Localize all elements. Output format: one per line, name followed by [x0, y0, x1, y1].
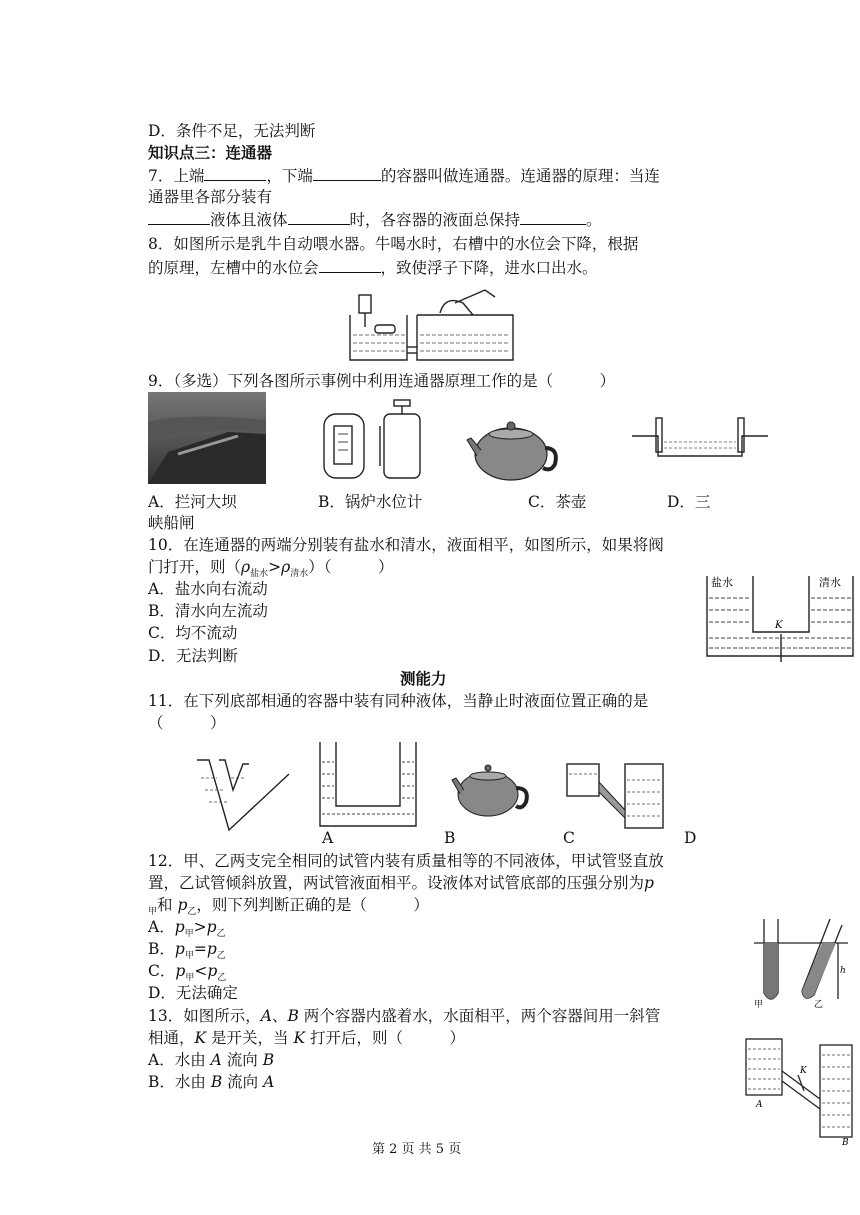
- q11-figure-b-u-tube: [318, 740, 418, 830]
- q11-figure-c-teapot: [450, 748, 534, 820]
- question-13-line-2: 相通，K 是开关，当 K 打开后，则（ ）: [148, 1029, 465, 1047]
- q13-option-a: A．水由 A 流向 B: [148, 1051, 275, 1069]
- section-title-ability: 测能力: [400, 670, 447, 688]
- label-jia: 甲: [754, 1000, 764, 1010]
- label-valve-k: K: [775, 620, 783, 631]
- q12-option-d: D．无法确定: [148, 984, 238, 1002]
- q10-option-c: C．均不流动: [148, 624, 238, 642]
- q9-option-b: B．锅炉水位计: [318, 493, 423, 511]
- q10-option-d: D．无法判断: [148, 647, 238, 665]
- label-b: B: [842, 1138, 849, 1147]
- label-k: K: [800, 1066, 807, 1076]
- question-7-line-1: 7．上端 ，下端 的容器叫做连通器。连通器的原理：当连: [148, 167, 660, 185]
- label-h: h: [840, 966, 846, 976]
- boiler-gauge-figure: [318, 396, 434, 484]
- question-9: 9．（多选）下列各图所示事例中利用连通器原理工作的是（ ）: [148, 372, 616, 390]
- q11-figure-a-tilted: [195, 750, 295, 834]
- question-13-line-1: 13．如图所示，A、B 两个容器内盛着水，水面相平，两个容器间用一斜管: [148, 1007, 661, 1025]
- q11-label-a: A: [322, 829, 334, 847]
- option-d-previous: D．条件不足，无法判断: [148, 122, 316, 140]
- teapot-figure: [465, 398, 561, 484]
- ship-lock-figure: [630, 412, 770, 464]
- label-freshwater: 清水: [819, 576, 841, 589]
- q10-option-a: A．盐水向右流动: [148, 580, 268, 598]
- q9-option-d-cont: 峡船闸: [148, 514, 195, 532]
- saltwater-connector-figure: [703, 572, 858, 664]
- test-tubes-figure: [752, 915, 856, 1011]
- q13-option-b: B．水由 B 流向 A: [148, 1073, 275, 1091]
- question-10-line-2: 门打开，则$(\rho_{盐水}>\rho_{清水})$（ ）: [148, 558, 394, 580]
- page-footer: 第 2 页 共 5 页: [372, 1142, 462, 1157]
- q12-option-c: C．$p_甲<p_乙$: [148, 962, 227, 984]
- question-8-line-2: 的原理，左槽中的水位会 ，致使浮子下降，进水口出水。: [148, 259, 598, 277]
- label-a: A: [756, 1100, 763, 1110]
- question-12-line-2: 置，乙试管倾斜放置，两试管液面相平。设液体对试管底部的压强分别为p: [148, 874, 654, 892]
- question-11-line-1: 11．在下列底部相通的容器中装有同种液体，当静止时液面位置正确的是: [148, 692, 649, 710]
- q9-option-a: A．拦河大坝: [148, 493, 237, 511]
- q10-option-b: B．清水向左流动: [148, 602, 268, 620]
- label-saltwater: 盐水: [711, 576, 733, 589]
- q9-option-c: C．茶壶: [528, 493, 587, 511]
- question-7-line-3: 液体且液体 时，各容器的液面总保持 。: [148, 209, 602, 230]
- question-11-line-2: （ ）: [148, 714, 226, 732]
- q12-option-a: A．$p_甲>p_乙$: [148, 918, 226, 940]
- q12-option-b: B．$p_甲=p_乙$: [148, 940, 226, 962]
- question-10-line-1: 10．在连通器的两端分别装有盐水和清水，液面相平，如图所示，如果将阀: [148, 536, 664, 554]
- cow-feeder-figure: [345, 285, 517, 367]
- q11-label-c: C: [563, 829, 575, 847]
- two-containers-figure: [742, 1035, 856, 1147]
- question-8-line-1: 8．如图所示是乳牛自动喂水器。牛喝水时，右槽中的水位会下降，根据: [148, 235, 639, 253]
- q11-figure-d-tilted-tube: [563, 752, 667, 830]
- dam-photo-figure: [148, 392, 266, 484]
- question-7-line-2: 通器里各部分装有: [148, 188, 273, 206]
- question-12-line-3: $_甲$和 $p_乙$，则下列判断正确的是（ ）: [148, 896, 429, 918]
- label-yi: 乙: [814, 1000, 824, 1010]
- q11-label-b: B: [444, 829, 456, 847]
- q9-option-d: D．三: [667, 493, 711, 511]
- section-heading-knowledge-3: 知识点三：连通器: [148, 144, 273, 162]
- question-12-line-1: 12．甲、乙两支完全相同的试管内装有质量相等的不同液体，甲试管竖直放: [148, 852, 664, 870]
- q11-label-d: D: [684, 829, 697, 847]
